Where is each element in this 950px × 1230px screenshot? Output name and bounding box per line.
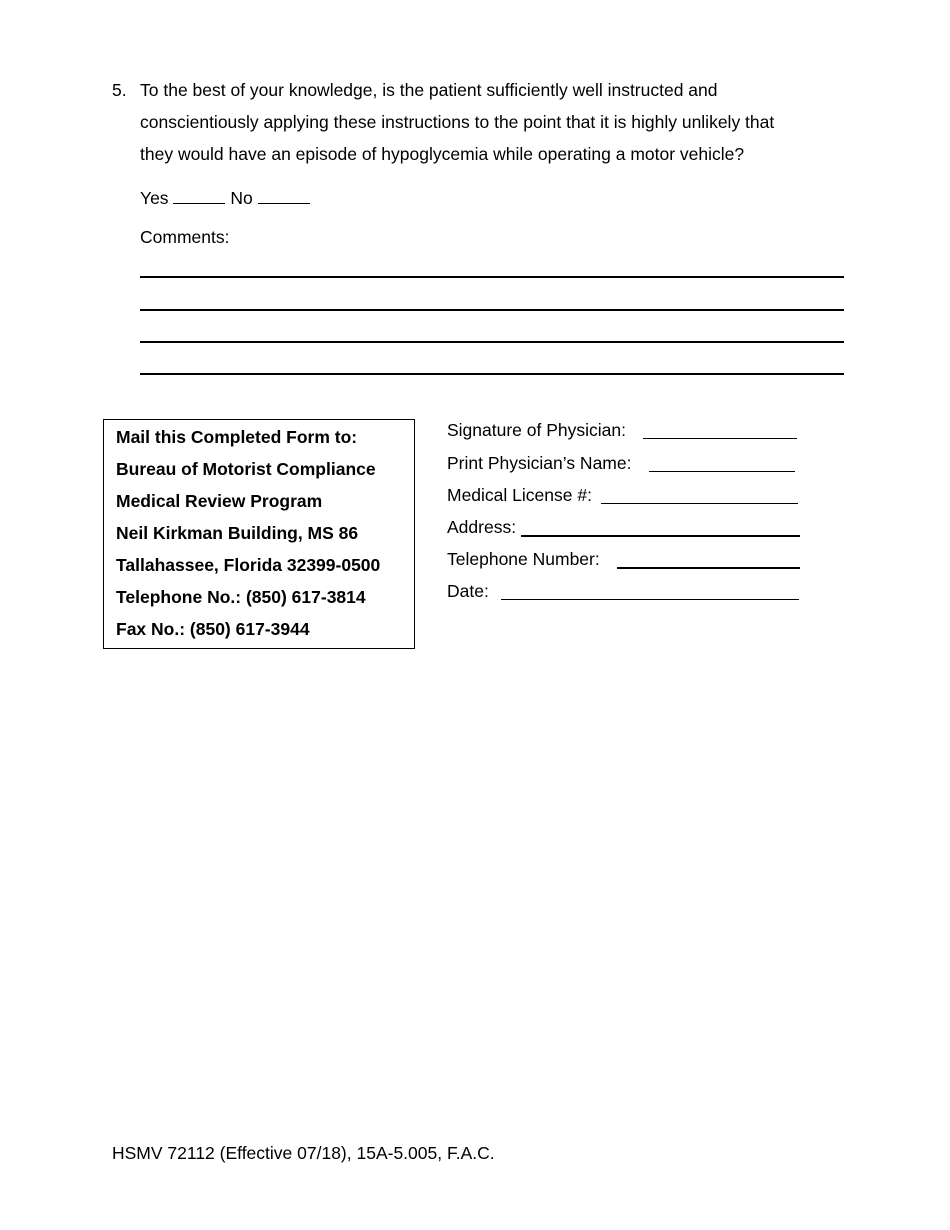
address-label: Address:	[447, 517, 517, 537]
license-line[interactable]	[601, 503, 798, 504]
question-line: To the best of your knowledge, is the patient sufficiently well instructed and	[140, 80, 718, 100]
mail-city: Tallahassee, Florida 32399-0500	[116, 555, 381, 575]
telephone-line[interactable]	[617, 567, 800, 569]
question-number: 5.	[112, 80, 127, 100]
no-label: No	[230, 188, 253, 208]
no-blank[interactable]	[258, 187, 310, 204]
mailing-address-box	[103, 419, 415, 649]
address-line[interactable]	[521, 535, 800, 537]
question-text	[140, 74, 840, 170]
form-footer: HSMV 72112 (Effective 07/18), 15A-5.005, F.A.C.	[112, 1143, 495, 1163]
date-label: Date:	[447, 581, 489, 601]
date-field	[447, 579, 801, 603]
mail-heading: Mail this Completed Form to:	[116, 427, 358, 447]
comments-line[interactable]	[140, 276, 844, 278]
mail-telephone: Telephone No.: (850) 617-3814	[116, 587, 366, 607]
signature-label: Signature of Physician:	[447, 420, 626, 440]
question-line: conscientiously applying these instructions to the point that it is highly unlikely that	[140, 112, 775, 132]
comments-line[interactable]	[140, 373, 844, 375]
physician-name-line[interactable]	[649, 471, 795, 472]
comments-line[interactable]	[140, 341, 844, 343]
physician-name-field	[447, 451, 799, 475]
address-field	[447, 515, 801, 539]
signature-line[interactable]	[643, 438, 797, 439]
mail-fax: Fax No.: (850) 617-3944	[116, 619, 310, 639]
mail-building: Neil Kirkman Building, MS 86	[116, 523, 359, 543]
license-field	[447, 483, 799, 507]
yes-label: Yes	[140, 188, 169, 208]
comments-label: Comments:	[140, 227, 230, 247]
mail-program: Medical Review Program	[116, 491, 323, 511]
yes-no-row	[140, 186, 310, 210]
signature-field	[447, 418, 799, 442]
telephone-label: Telephone Number:	[447, 549, 600, 569]
date-line[interactable]	[501, 599, 799, 600]
comments-line[interactable]	[140, 309, 844, 311]
yes-blank[interactable]	[173, 187, 225, 204]
license-label: Medical License #:	[447, 485, 592, 505]
question-line: they would have an episode of hypoglycemia while operating a motor vehicle?	[140, 144, 745, 164]
physician-name-label: Print Physician’s Name:	[447, 453, 632, 473]
mail-bureau: Bureau of Motorist Compliance	[116, 459, 376, 479]
telephone-field	[447, 547, 801, 571]
